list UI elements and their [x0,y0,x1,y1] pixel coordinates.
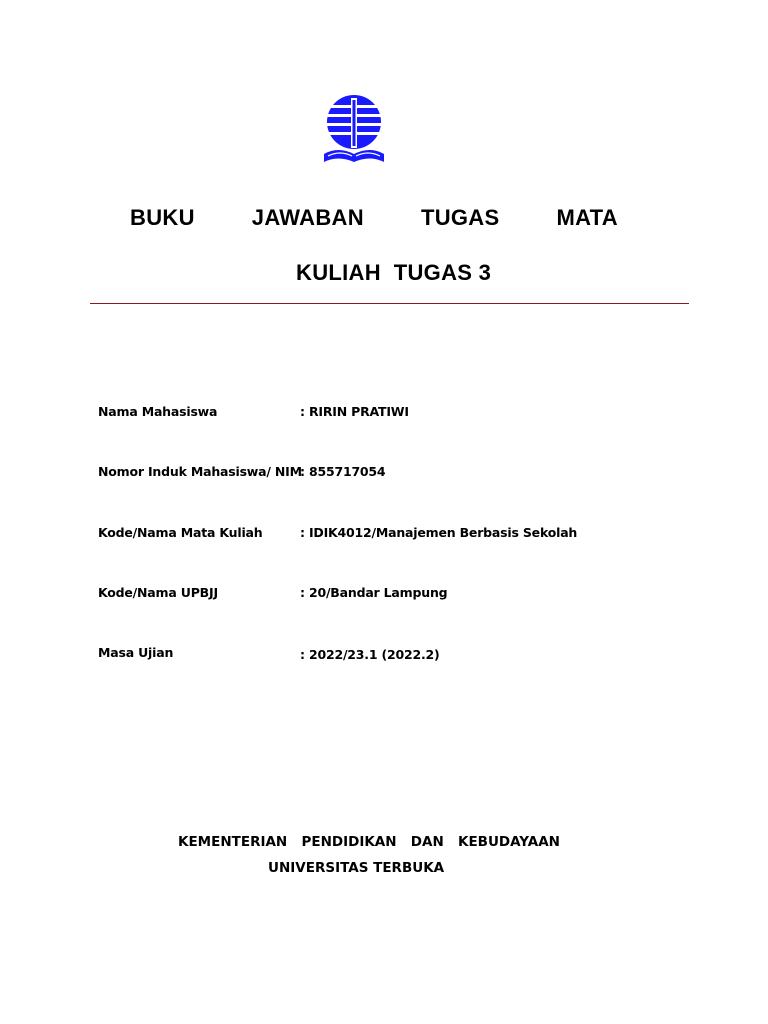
document-title-line-2: KULIAH TUGAS 3 [296,260,492,285]
title-word: MATA [556,205,618,230]
footer-word: KEMENTERIAN [178,834,288,850]
field-value: : RIRIN PRATIWI [300,404,409,419]
footer-word: DAN [410,834,444,850]
document-title-line-1 [130,205,618,231]
field-label: Nama Mahasiswa [98,404,218,419]
title-word: BUKU [130,205,195,230]
footer-word: PENDIDIKAN [301,834,397,850]
title-word: TUGAS [420,205,500,230]
field-value: : 20/Bandar Lampung [300,585,448,600]
university-logo-icon [320,92,388,166]
footer-word: KEBUDAYAAN [457,834,560,850]
field-value: : 2022/23.1 (2022.2) [300,647,440,662]
field-label: Masa Ujian [98,645,174,660]
field-label: Kode/Nama Mata Kuliah [98,525,263,540]
field-label: Nomor Induk Mahasiswa/ NIM [98,464,302,479]
footer-university: UNIVERSITAS TERBUKA [268,860,445,876]
footer-ministry [178,834,560,850]
title-word: JAWABAN [251,205,364,230]
field-label: Kode/Nama UPBJJ [98,585,218,600]
field-value: : 855717054 [300,464,386,479]
title-divider [90,303,689,304]
field-value: : IDIK4012/Manajemen Berbasis Sekolah [300,525,578,540]
